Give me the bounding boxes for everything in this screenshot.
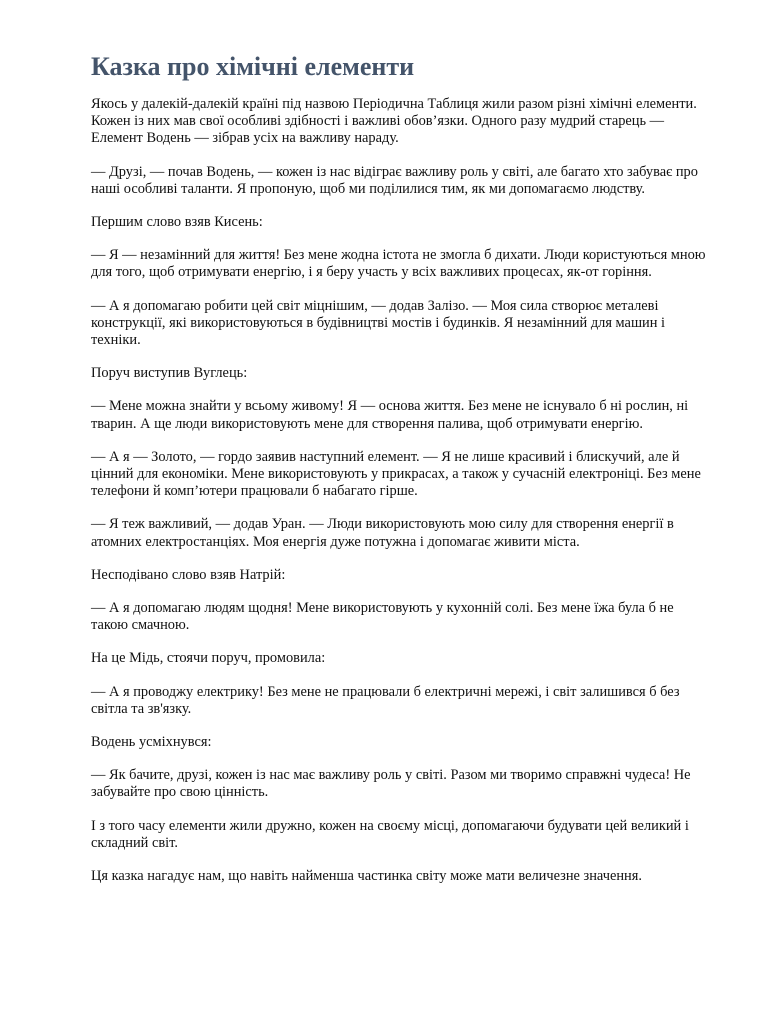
paragraph-copper-speech: — А я проводжу електрику! Без мене не працювали б електричні мережі, і світ залишився б без світла та зв'язку. [91, 683, 680, 717]
paragraph-iron-speech: — А я допомагаю робити цей світ міцнішим, — додав Залізо. — Моя сила створює металеві конструкції, які використовуються в будівництві мостів і будинків. Я незамінний для машин і техніки. [91, 297, 666, 349]
document-page [91, 50, 713, 901]
paragraph-hydrogen-smile: Водень усміхнувся: [91, 734, 212, 751]
paragraph-intro: Якось у далекій-далекій країні під назвою Періодична Таблиця жили разом різні хімічні елементи. Кожен із них мав свої особливі здібності і важливі обов’язки. Одного разу мудрий старець — Елемент Водень — зібрав усіх на важливу нараду. [91, 96, 697, 147]
paragraph-hydrogen-speech: — Друзі, — почав Водень, — кожен із нас відіграє важливу роль у світі, але багато хто забуває про наші особливі таланти. Я пропоную, щоб ми поділилися тим, як ми допомагаємо людству. [91, 163, 698, 197]
paragraph-moral: Ця казка нагадує нам, що навіть найменша частинка світу може мати величезне значення. [91, 868, 642, 885]
document-title: Казка про хімічні елементи [91, 52, 415, 81]
paragraph-gold-speech: — А я — Золото, — гордо заявив наступний елемент. — Я не лише красивий і блискучий, але й цінний для економіки. Мене використовують у прикрасах, а також у сучасній електроніці. Без мене телефони й комп’ютери працювали б набагато гірше. [91, 448, 701, 500]
paragraph-carbon-intro: Поруч виступив Вуглець: [91, 365, 248, 382]
paragraph-ending: І з того часу елементи жили дружно, кожен на своєму місці, допомагаючи будувати цей великий і складний світ. [91, 817, 689, 851]
paragraph-oxygen-intro: Першим слово взяв Кисень: [91, 214, 263, 231]
paragraph-sodium-intro: Несподівано слово взяв Натрій: [91, 566, 286, 583]
paragraph-oxygen-speech: — Я — незамінний для життя! Без мене жодна істота не змогла б дихати. Люди користуються мною для того, щоб отримувати енергію, і я беру участь у всіх важливих процесах, як-от горіння. [91, 247, 706, 281]
paragraph-sodium-speech: — А я допомагаю людям щодня! Мене використовують у кухонній солі. Без мене їжа була б не такою смачною. [91, 600, 674, 634]
paragraph-carbon-speech: — Мене можна знайти у всьому живому! Я — основа життя. Без мене не існувало б ні рослин, ні тварин. А ще люди використовують мене для створення палива, щоб отримувати енергію. [91, 398, 689, 432]
paragraph-uranium-speech: — Я теж важливий, — додав Уран. — Люди використовують мою силу для створення енергії в атомних електростанціях. Моя енергія дуже потужна і допомагає живити міста. [91, 516, 674, 550]
paragraph-copper-intro: На це Мідь, стоячи поруч, промовила: [91, 650, 326, 667]
paragraph-hydrogen-closing: — Як бачите, друзі, кожен із нас має важливу роль у світі. Разом ми творимо справжні чудеса! Не забувайте про свою цінність. [91, 767, 691, 801]
